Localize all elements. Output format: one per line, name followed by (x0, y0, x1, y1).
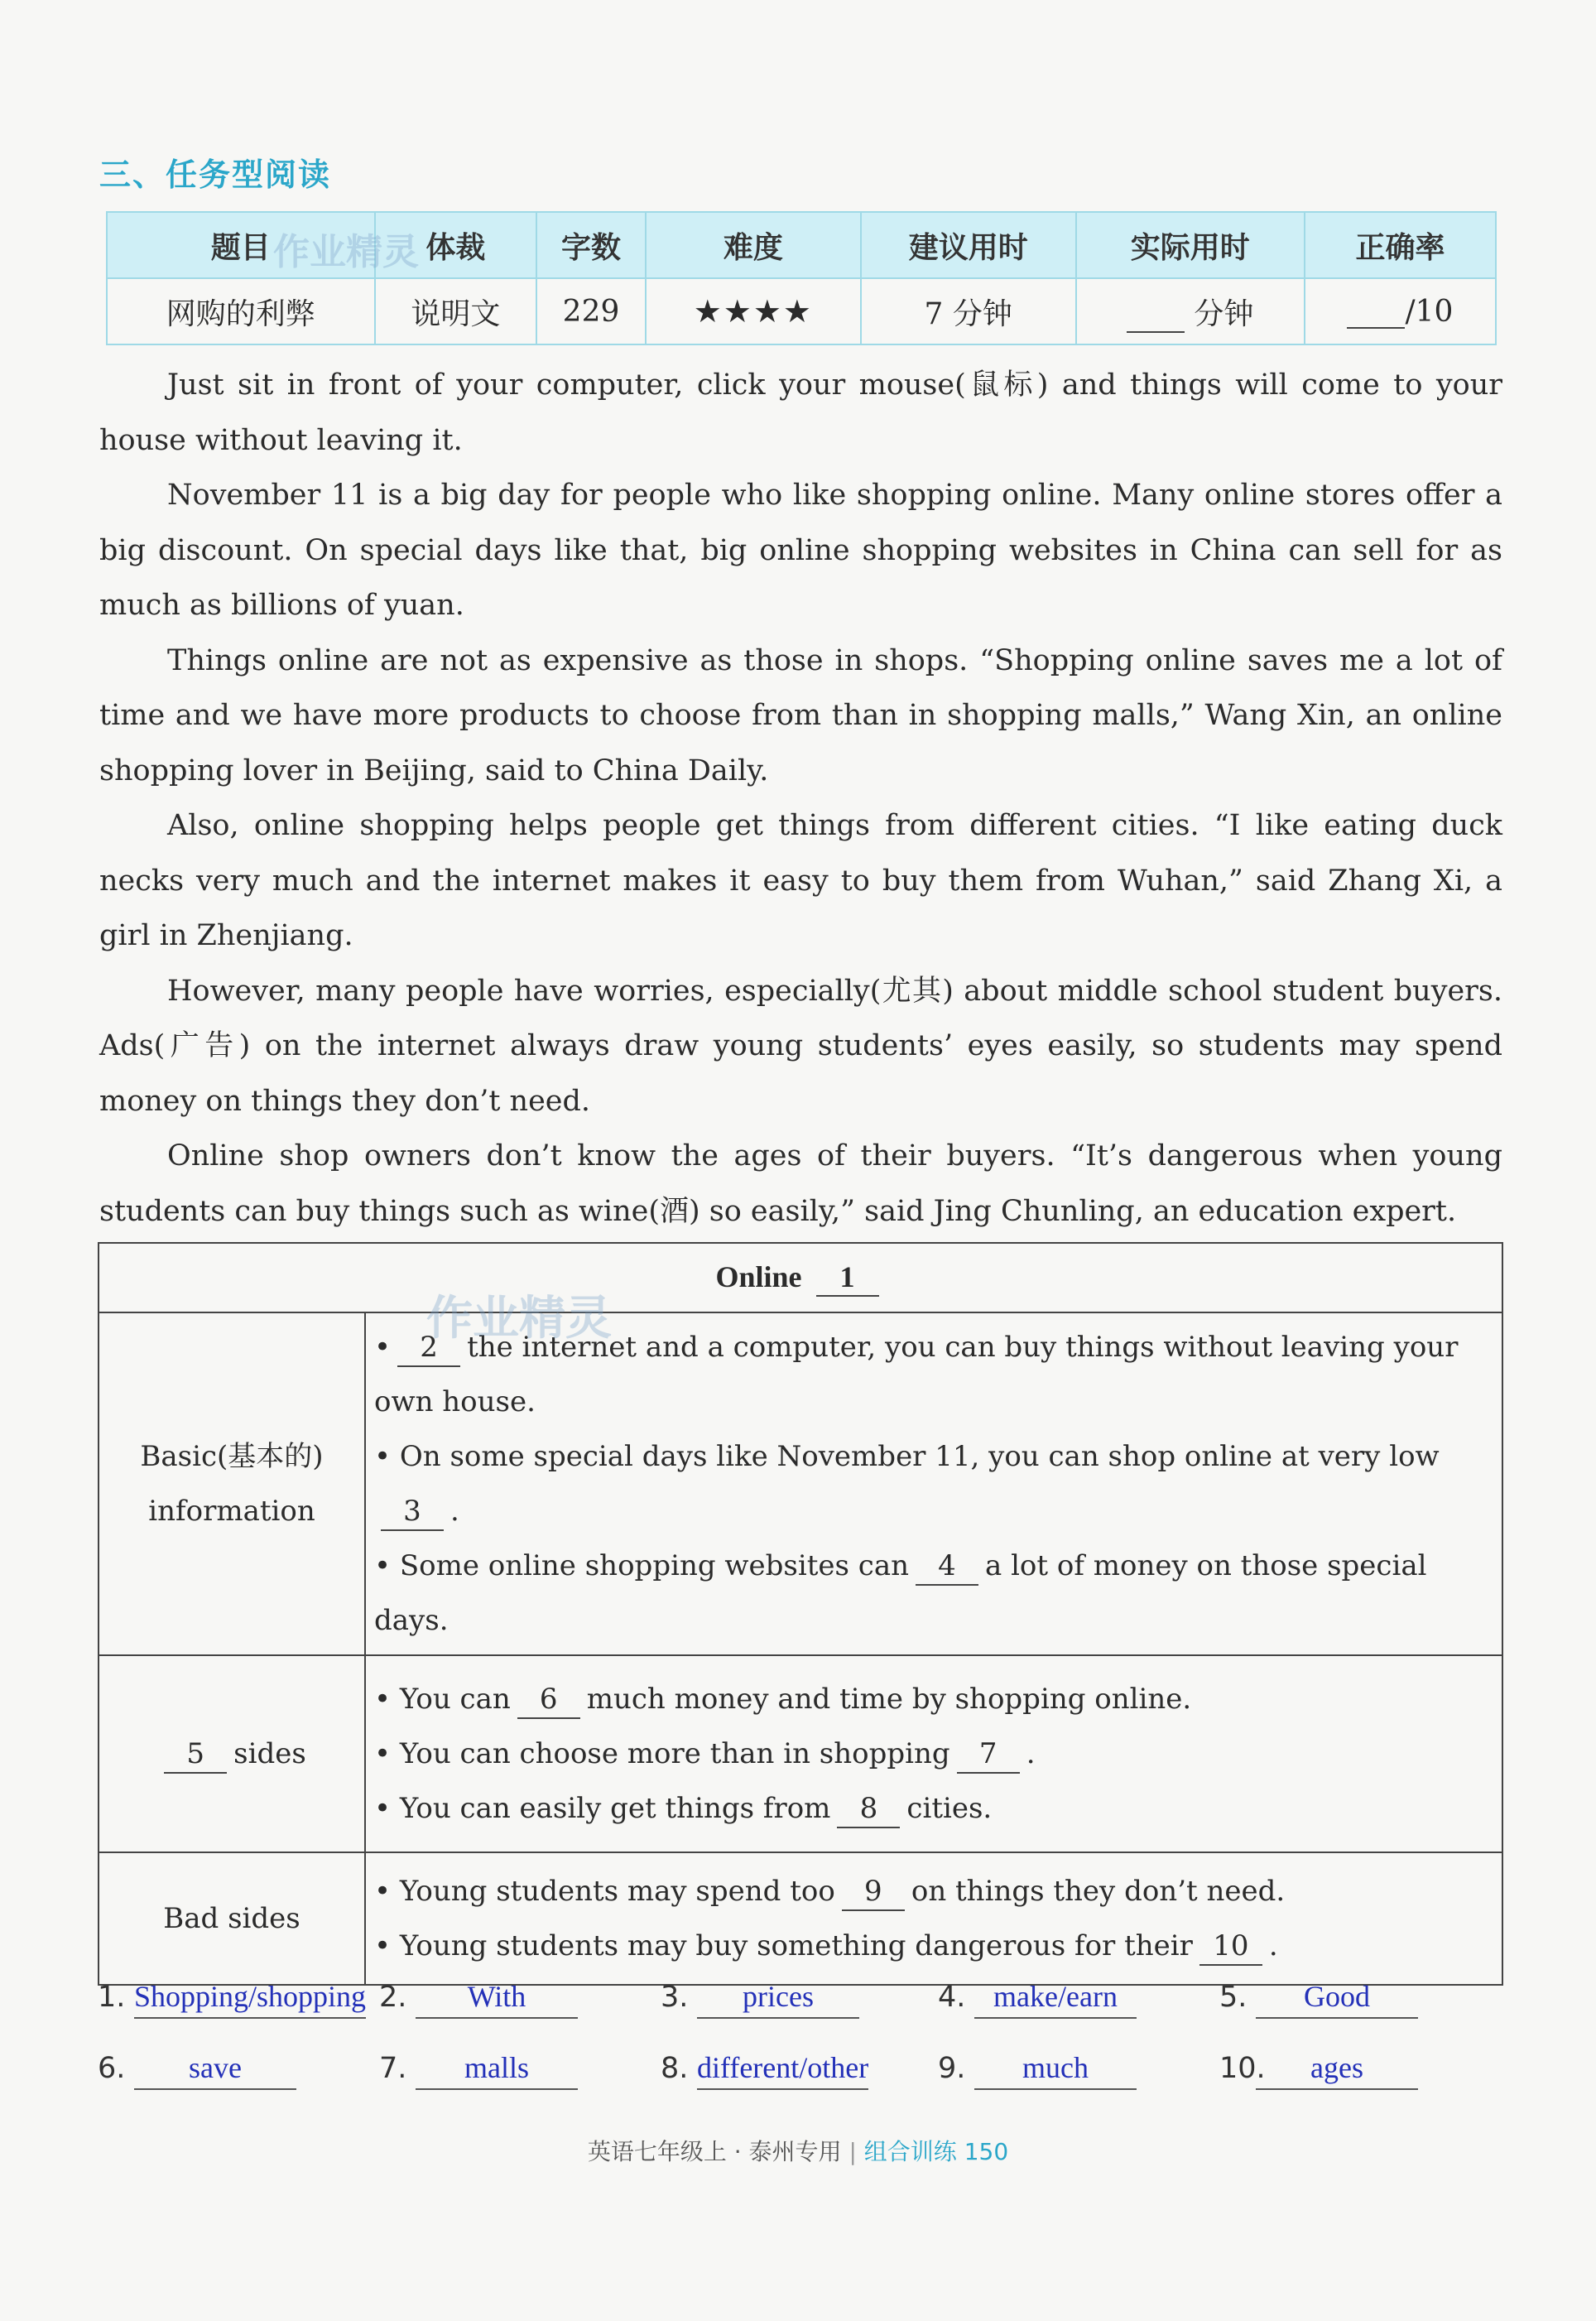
blank-3[interactable]: 3 (381, 1493, 444, 1531)
outline-title-cell (99, 1243, 1502, 1312)
answer-4[interactable] (938, 1979, 1137, 2019)
footer-section: 组合训练 (863, 2138, 957, 2165)
blank-2[interactable]: 2 (397, 1329, 460, 1367)
answer-number: 2. (379, 1981, 407, 2014)
answer-value: save (134, 2050, 296, 2090)
good-item-3-text-b: cities. (906, 1792, 993, 1825)
bad-sides-label: Bad sides (99, 1852, 365, 1985)
bad-item-1-text-b: on things they don’t need. (911, 1875, 1286, 1908)
answer-10[interactable] (1219, 2050, 1418, 2090)
watermark: 作业精灵 (273, 231, 419, 273)
cell-title: 网购的利弊 (107, 278, 375, 344)
good-item-2-text: • You can choose more than in shopping (374, 1737, 950, 1770)
cell-genre: 说明文 (375, 278, 537, 344)
answer-number: 3. (661, 1981, 689, 2014)
passage-paragraph-6: Online shop owners don’t know the ages of their buyers. “It’s dangerous when young students can buy things such as wine(酒) so easily,” said Jing Chunling, an education expert. (99, 1139, 1502, 1228)
answer-7[interactable] (379, 2050, 578, 2090)
cell-suggested-time: 7 分钟 (861, 278, 1076, 344)
header-genre: 体裁 (375, 212, 537, 278)
good-item-3 (374, 1781, 1497, 1836)
answer-value: prices (697, 1979, 859, 2019)
answer-9[interactable] (938, 2050, 1137, 2090)
blank-9[interactable]: 9 (842, 1873, 905, 1911)
page-number: 150 (964, 2138, 1009, 2165)
blank-8[interactable]: 8 (837, 1790, 900, 1828)
answer-number: 6. (98, 2052, 126, 2085)
basic-label-line1: Basic(基本的) (140, 1440, 324, 1473)
good-item-1 (374, 1672, 1497, 1726)
good-item-3-text-a: • You can easily get things from (374, 1792, 831, 1825)
passage-paragraph-5: However, many people have worries, especially(尤其) about middle school student buyers. Ads(广告) on the internet always draw young students’ eyes easily, so students may spend money on things they don’t need. (99, 974, 1502, 1118)
sides-label-text: sides (233, 1737, 306, 1770)
header-actual-time: 实际用时 (1076, 212, 1305, 278)
answer-value: Shopping/shopping (134, 1979, 366, 2019)
basic-information-label (99, 1312, 365, 1655)
cell-accuracy (1305, 278, 1496, 344)
answer-number: 4. (938, 1981, 966, 2014)
answer-number: 5. (1219, 1981, 1247, 2014)
basic-item-2-text: • On some special days like November 11, you can shop online at very low (374, 1440, 1440, 1473)
answer-value: make/earn (974, 1979, 1137, 2019)
answer-number: 10. (1219, 2052, 1266, 2085)
passage-paragraph-1: Just sit in front of your computer, click your mouse(鼠标) and things will come to your house without leaving it. (99, 368, 1502, 457)
basic-item-3 (374, 1539, 1497, 1648)
basic-item-3-text-a: • Some online shopping websites can (374, 1549, 909, 1582)
accuracy-suffix: /10 (1405, 294, 1454, 329)
answer-value: With (416, 1979, 578, 2019)
bad-item-1 (374, 1864, 1497, 1919)
blank-10[interactable]: 10 (1199, 1928, 1262, 1966)
good-sides-label (99, 1655, 365, 1852)
good-item-2: • You can choose more than in shopping 7 . (374, 1726, 1497, 1781)
blank-7[interactable]: 7 (957, 1736, 1020, 1774)
answer-value: much (974, 2050, 1137, 2090)
accuracy-blank[interactable] (1347, 299, 1405, 329)
passage-paragraph-3: Things online are not as expensive as those in shops. “Shopping online saves me a lot of time and we have more products to choose from than in shopping malls,” Wang Xin, an online shopping lover in Beijing, said to China Daily. (99, 643, 1502, 787)
good-sides-content (365, 1655, 1502, 1852)
header-difficulty: 难度 (646, 212, 861, 278)
answer-number: 1. (98, 1981, 126, 2014)
header-accuracy: 正确率 (1305, 212, 1496, 278)
footer-book-title: 英语七年级上 · 泰州专用 (587, 2138, 842, 2165)
answer-5[interactable] (1219, 1979, 1418, 2019)
blank-5[interactable]: 5 (164, 1736, 227, 1774)
answer-2[interactable] (379, 1979, 578, 2019)
good-item-1-text-b: much money and time by shopping online. (586, 1683, 1192, 1716)
basic-information-content (365, 1312, 1502, 1655)
passage-paragraph-2: November 11 is a big day for people who like shopping online. Many online stores offer a big discount. On special days like that, big online shopping websites in China can sell for as much as billions of yuan. (99, 479, 1502, 622)
outline-title: Online (715, 1260, 802, 1293)
answer-value: Good (1256, 1979, 1418, 2019)
answer-6[interactable] (98, 2050, 296, 2090)
answer-3[interactable] (661, 1979, 859, 2019)
blank-1[interactable]: 1 (816, 1259, 879, 1297)
answer-value: ages (1256, 2050, 1418, 2090)
answer-number: 8. (661, 2052, 689, 2085)
actual-time-blank[interactable] (1127, 303, 1185, 333)
page-footer: 英语七年级上 · 泰州专用 | 组合训练 150 (587, 2138, 1009, 2165)
basic-item-1-text: the internet and a computer, you can buy things without leaving your own house. (374, 1331, 1459, 1418)
bad-item-2-text: • Young students may buy something dangerous for their (374, 1929, 1193, 1962)
answer-number: 9. (938, 2052, 966, 2085)
bad-sides-content (365, 1852, 1502, 1985)
actual-time-unit: 分钟 (1194, 296, 1254, 331)
bullet: • (374, 1331, 392, 1364)
header-suggested-time: 建议用时 (861, 212, 1076, 278)
section-title: 三、任务型阅读 (99, 156, 332, 193)
cell-actual-time (1076, 278, 1305, 344)
bad-item-2: • Young students may buy something dangerous for their 10 . (374, 1919, 1497, 1973)
passage-paragraph-4: Also, online shopping helps people get things from different cities. “I like eating duck necks very much and the internet makes it easy to buy them from Wuhan,” said Zhang Xi, a girl in Zhenjiang. (99, 809, 1502, 952)
header-word-count: 字数 (536, 212, 646, 278)
task-outline-table (98, 1242, 1503, 1986)
cell-difficulty-stars: ★★★★ (646, 278, 861, 344)
cell-word-count: 229 (536, 278, 646, 344)
answer-value: different/other (697, 2050, 868, 2090)
good-item-1-text-a: • You can (374, 1683, 511, 1716)
answer-number: 7. (379, 2052, 407, 2085)
blank-4[interactable]: 4 (916, 1548, 978, 1586)
basic-item-3-text-b: a lot of money on those special days. (374, 1549, 1427, 1637)
bad-item-1-text-a: • Young students may spend too (374, 1875, 835, 1908)
answer-1[interactable] (98, 1979, 366, 2019)
answer-value: malls (416, 2050, 578, 2090)
watermark: 作业精灵 (426, 1292, 612, 1346)
basic-item-2: • On some special days like November 11, you can shop online at very low 3 . (374, 1429, 1497, 1539)
header-title: 题目 (107, 212, 375, 278)
answer-8[interactable] (661, 2050, 868, 2090)
blank-6[interactable]: 6 (517, 1681, 580, 1719)
basic-label-line2: information (148, 1495, 315, 1528)
reading-passage (99, 358, 1502, 1239)
